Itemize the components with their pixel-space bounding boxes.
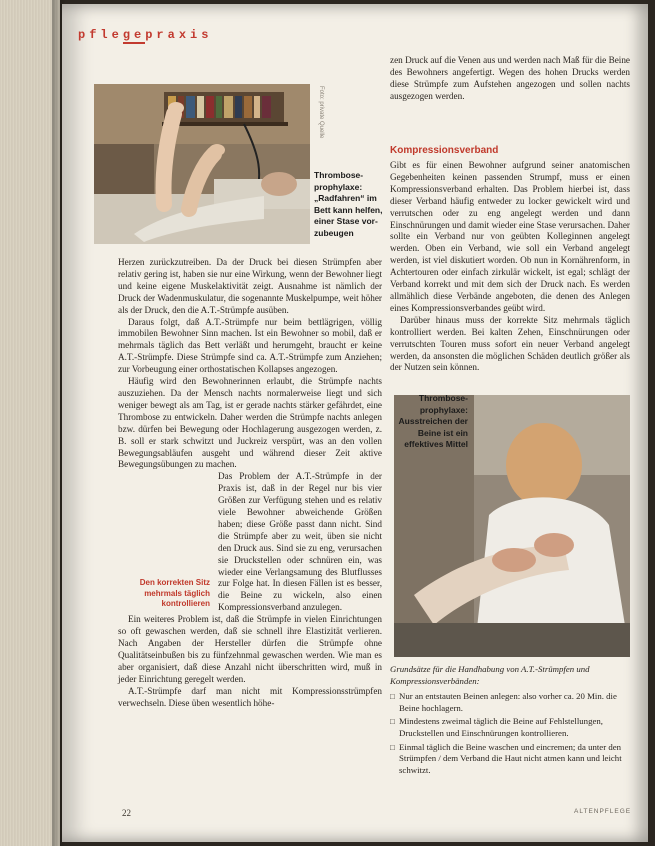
guideline-item: □ Nur an entstauten Beinen anlegen: also vorher ca. 20 Min. die Beine hochlagern. [390,691,630,714]
right-column-body [390,160,630,374]
paragraph: Ein weiteres Problem ist, daß die Strümpfe in vielen Einrichtungen so oft gewaschen werden, daß sie schnell ihre Elastizität verlieren. Nach Angaben der Hersteller dürfen die Strümpfe ohne Qualitätseinbußen bis zu fünfzehnmal gewaschen werden. Wie man es aber organisiert, daß diese Anzahl nicht überschritten wird, muß in jeder Einrichtung geregelt werden. [118,614,382,684]
logo-part-2: ge [122,28,146,42]
photo-bed-exercise [94,84,310,244]
guidelines-intro: Grundsätze für die Handhabung von A.T.-Strümpfen und Kompressionsverbänden: [390,664,590,686]
guideline-item: □ Einmal täglich die Beine waschen und eincremen; da unter den Strümpfen / dem Verband die Haut nicht atmen kann und leicht schwitzt. [390,742,630,777]
guidelines-box [390,664,630,778]
photo-credit: Foto: private Quelle [318,86,324,139]
paragraph: A.T.-Strümpfe darf man nicht mit Kompressionsstrümpfen verwechseln. Diese üben wesentlich höhe- [118,685,382,708]
logo-part-3: praxis [145,28,213,42]
paragraph: Darüber hinaus muss der korrekte Sitz mehrmals täglich kontrolliert werden. Bei kalten Zehen, Einschnürungen oder verrutschten Touren muss sofort ein neuer Verband angelegt werden, da ansonsten die möglichen Schäden deutlich größer als der Nutzen sein können. [390,314,630,373]
guideline-item: □ Mindestens zweimal täglich die Beine auf Fehlstellungen, Druckstellen und Einschnürungen kontrollieren. [390,716,630,739]
photo-bed-exercise-illustration [94,84,310,244]
right-column-top [390,55,630,103]
page-number: 22 [122,808,131,818]
paragraph: Häufig wird den Bewohnerinnen erlaubt, die Strümpfe nachts auszuziehen. Da der Mensch nachts normalerweise liegt und sich weniger bewegt als am Tag, ist er gerade nachts stärker gefährdet, eine Thrombose zu entwickeln. Daher werden die Strümpfe nachts anlegen bzw. dürfen bei Bewegung oder Hochlagerung ausgezogen werden, z. B. soll er stark schwitzt und Juckreiz verspürt, was an den vollen Bewegungsabläufen ausgeht und während dieser Zeit aktive Bewegungsübungen zu machen. [118,376,382,470]
paragraph: Daraus folgt, daß A.T.-Strümpfe nur beim bettlägrigen, völlig immobilen Bewohner Sinn machen. Ist ein Bewohner so mobil, daß er mehrmals täglich das Bett verläßt und herumgeht, braucht er keine A.T.-Strümpfe. Diese Strümpfe sind ca. A.T.-Strümpfe zum Anziehen; zur Vorbeugung einer orthostatischen Kollapses angezogen. [118,316,382,375]
pull-quote: Den korrekten Sitz mehrmals täglich kontrollieren [139,578,210,608]
page-stack [0,0,60,846]
photo-caption-2: Thromboseprophylaxe: Ausstreichen der Beine ist ein effektives Mittel [398,393,468,449]
left-column-body [118,257,382,709]
right-top-paragraph: zen Druck auf die Venen aus und werden nach Maß für die Beine des Bewohners angefertigt. Wegen des hohen Drucks werden diese Strümpfe zum Aufstehen angezogen und sollen nachts ausgezogen werden. [390,55,630,101]
guidelines-list [390,691,630,776]
section-heading: Kompressionsverband [390,145,499,156]
footer-magazine-name: ALTENPFLEGE [574,808,632,815]
paragraph: Gibt es für einen Bewohner aufgrund seiner anatomischen Gegebenheiten keinen passenden Strumpf, muss er einen Kompressionsverband erhalten. Das Problem hierbei ist, dass dieser Verband häufig entweder zu locker gewickelt wird und verrutschen oder zu eng angelegt werden und dann Einschnürungen und damit wieder eine Stase verursachen. Daher sollte ein Verband nur von geübten Kolleginnen angelegt werden. Oben ein Verband, wie soll ein Verband angelegt werden, ist viel diskutiert worden. Ob nun in Kornährenform, in Achtertouren oder einfach zirkulär wickelt, ist egal; schlägt der Verband korrekt und mit dem sich der Druck nach. Es werden allmählich diese Verbände angeboten, die denen des Anlegen eines Kompressionsverbandes geübt wird. [390,160,630,313]
paragraph: Herzen zurückzutreiben. Da der Druck bei diesen Strümpfen aber relativ gering ist, haben sie nur eine Wirkung, wenn der Bewohner liegt und keine eigene Muskelaktivität zeigt. Ausnahme ist nämlich der Druck der Wadenmuskulatur, die sogenannte Muskelpumpe, weit höher als der Druck, den die A.T.-Strümpfe ausüben. [118,257,382,315]
logo-part-1: pfle [78,28,123,42]
paragraph: Das Problem der A.T.-Strümpfe in der Praxis ist, daß in der Regel nur bis vier Größen zur Verfügung stehen und es relativ viele Bewohner abweichende Größen haben; diese Größe passt dann nicht. Sind die Strümpfe aber zu weit, üben sie nicht den Druck aus. Sind sie zu eng, verursachen sie Druckstellen oder schnüren ein, was wieder eine Verlangsamung des Blutflusses zur Folge hat. In diesen Fällen ist es besser, die Beine zu wickeln, also einen Kompressionsverband anzulegen. [218,471,382,613]
photo-caption-1: Thromboseprophylaxe: „Radfahren“ im Bett kann helfen, einer Stase vorzubeugen [314,170,383,238]
section-logo [78,28,212,42]
